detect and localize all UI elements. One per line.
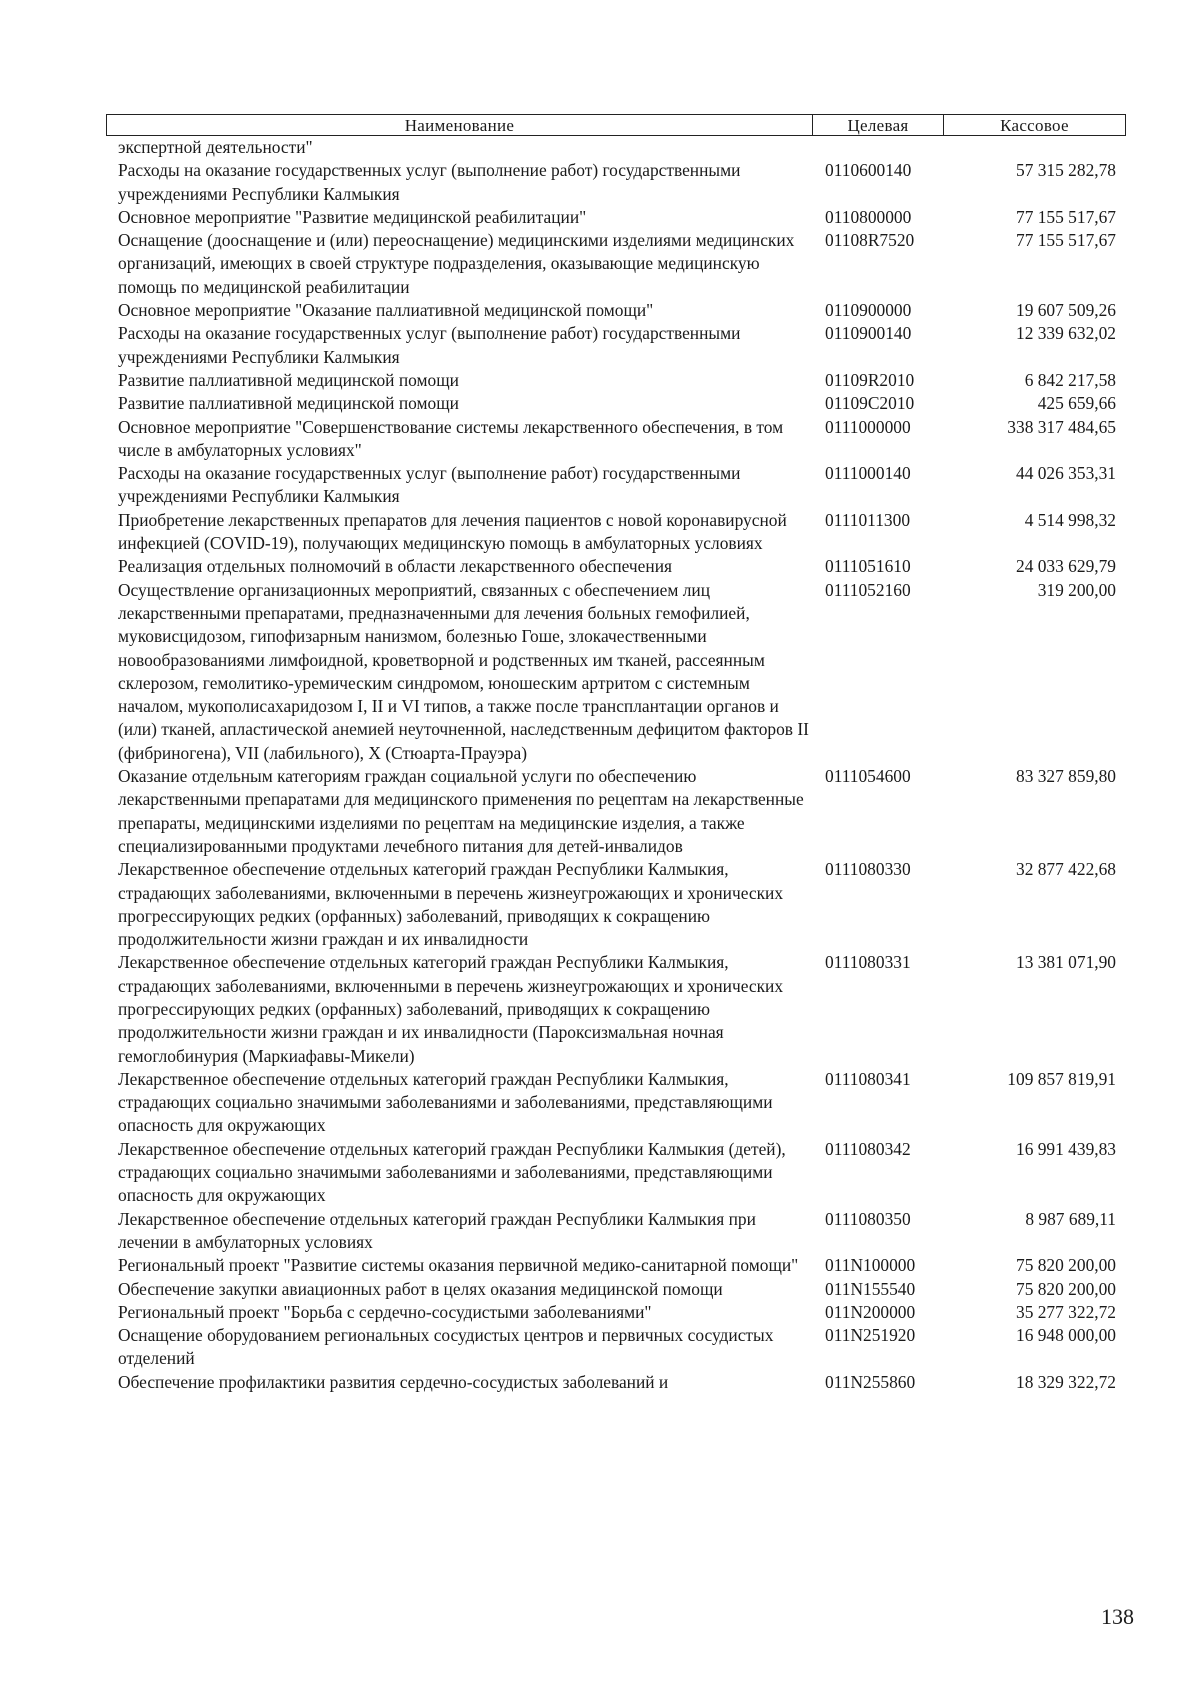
row-target-code: 011N200000 [825, 1301, 916, 1322]
table-row [118, 509, 1122, 556]
row-cash-amount: 19 607 509,26 [1016, 300, 1116, 321]
row-name: экспертной деятельности" [118, 137, 313, 157]
table-row [118, 159, 1122, 206]
header-name: Наименование [107, 115, 813, 135]
row-cash-amount: 12 339 632,02 [1016, 323, 1116, 344]
table-row [118, 1278, 1122, 1301]
row-cash-amount: 24 033 629,79 [1016, 556, 1116, 577]
row-cash-amount: 32 877 422,68 [1016, 859, 1116, 880]
row-target-code: 0110800000 [825, 206, 912, 227]
row-name: Оснащение (дооснащение и (или) переоснащение) медицинскими изделиями медицинских организаций, имеющих в своей структуре подразделения, оказывающие медицинскую помощь по медицинской реабилитации [118, 230, 795, 297]
row-cash-amount: 44 026 353,31 [1016, 463, 1116, 484]
row-name: Лекарственное обеспечение отдельных категорий граждан Республики Калмыкия, страдающих социально значимыми заболеваниями и заболеваниями, представляющими опасность для окружающих [118, 1068, 773, 1136]
row-name: Расходы на оказание государственных услуг (выполнение работ) государственными учреждениями Республики Калмыкия [118, 323, 741, 367]
row-name: Лекарственное обеспечение отдельных категорий граждан Республики Калмыкия (детей), страдающих социально значимыми заболеваниями и заболеваниями, представляющими опасность для окружающих [118, 1138, 786, 1206]
row-name: Приобретение лекарственных препаратов для лечения пациентов с новой коронавирусной инфекцией (COVID-19), получающих медицинскую помощь в амбулаторных условиях [118, 509, 787, 554]
row-cash-amount: 57 315 282,78 [1016, 160, 1116, 181]
row-target-code: 01109R2010 [825, 369, 915, 390]
table-row [118, 1301, 1122, 1324]
table-row [118, 1068, 1122, 1138]
row-target-code: 011N100000 [825, 1255, 916, 1276]
row-name: Оказание отдельным категориям граждан социальной услуги по обеспечению лекарственными препаратами для медицинского применения по рецептам на лекарственные препараты, медицинскими изделиями по рецептам на медицинские изделия, а также специализированными продуктами лечебного питания для детей-инвалидов [118, 766, 804, 856]
table-row [118, 416, 1122, 463]
row-cash-amount: 6 842 217,58 [1024, 369, 1116, 390]
table-row [118, 1138, 1122, 1208]
table-row [118, 1254, 1122, 1277]
table-row [118, 1324, 1122, 1371]
table-row [118, 1208, 1122, 1255]
row-cash-amount: 16 948 000,00 [1016, 1325, 1116, 1346]
row-target-code: 0110900140 [825, 323, 912, 344]
row-name: Основное мероприятие "Совершенствование системы лекарственного обеспечения, в том числе в амбулаторных условиях" [118, 416, 784, 460]
table-row [118, 369, 1122, 392]
row-target-code: 0111051610 [825, 556, 911, 577]
row-target-code: 01109С2010 [825, 393, 915, 414]
row-cash-amount: 77 155 517,67 [1016, 230, 1116, 251]
row-cash-amount: 13 381 071,90 [1016, 952, 1116, 973]
row-name: Лекарственное обеспечение отдельных категорий граждан Республики Калмыкия, страдающих заболеваниями, включенными в перечень жизнеугрожающих и хронических прогрессирующих редких (орфанных) заболеваний, приводящих к сокращению продолжительности жизни граждан и их инвалидности [118, 859, 784, 950]
table-row [118, 951, 1122, 1067]
table-row [118, 858, 1122, 951]
row-name: Региональный проект "Борьба с сердечно-сосудистыми заболеваниями" [118, 1301, 652, 1322]
table-row [118, 462, 1122, 509]
row-cash-amount: 4 514 998,32 [1024, 509, 1116, 530]
row-name: Развитие паллиативной медицинской помощи [118, 369, 459, 390]
row-target-code: 0111080330 [825, 859, 911, 880]
row-name: Оснащение оборудованием региональных сосудистых центров и первичных сосудистых отделений [118, 1325, 774, 1369]
row-name: Расходы на оказание государственных услуг (выполнение работ) государственными учреждениями Республики Калмыкия [118, 160, 741, 204]
row-name: Развитие паллиативной медицинской помощи [118, 393, 459, 414]
row-cash-amount: 75 820 200,00 [1016, 1278, 1116, 1299]
row-target-code: 011N255860 [825, 1371, 916, 1392]
row-target-code: 0111080341 [825, 1068, 911, 1089]
row-target-code: 0111052160 [825, 579, 911, 600]
row-cash-amount: 83 327 859,80 [1016, 766, 1116, 787]
row-target-code: 0111000000 [825, 416, 911, 437]
header-cash-amount: Кассовое [1000, 116, 1069, 135]
row-name: Лекарственное обеспечение отдельных категорий граждан Республики Калмыкия при лечении в амбулаторных условиях [118, 1208, 756, 1252]
table-row [118, 206, 1122, 229]
page-number: 138 [1101, 1604, 1134, 1629]
row-name: Основное мероприятие "Развитие медицинской реабилитации" [118, 206, 587, 227]
row-name: Обеспечение закупки авиационных работ в целях оказания медицинской помощи [118, 1278, 723, 1299]
table-row [118, 322, 1122, 369]
row-name: Основное мероприятие "Оказание паллиативной медицинской помощи" [118, 300, 654, 321]
row-target-code: 0111080331 [825, 952, 911, 973]
row-target-code: 011N251920 [825, 1325, 916, 1346]
row-cash-amount: 338 317 484,65 [1007, 416, 1116, 437]
row-target-code: 0111000140 [825, 463, 911, 484]
table-row [118, 392, 1122, 415]
table-row [118, 765, 1122, 858]
table-row [118, 229, 1122, 299]
table-row [118, 299, 1122, 322]
table-row [118, 1371, 1122, 1394]
row-name: Осуществление организационных мероприятий, связанных с обеспечением лиц лекарственными препаратами, предназначенными для лечения больных гемофилией, муковисцидозом, гипофизарным нанизмом, болезнью Гоше, злокачественными новообразованиями лимфоидной, кроветворной и родственных им тканей, рассеянным склерозом, гемолитико-уремическим синдромом, юношеским артритом с системным началом, мукополисахаридозом I, II и VI типов, а также после трансплантации органов и (или) тканей, апластической анемией неуточненной, наследственным дефицитом факторов II (фибриногена), VII (лабильного), X (Стюарта-Прауэра) [118, 579, 809, 763]
row-target-code: 011N155540 [825, 1278, 916, 1299]
row-target-code: 0110600140 [825, 160, 912, 181]
table-header [106, 114, 1126, 136]
row-target-code: 0111080342 [825, 1138, 911, 1159]
row-cash-amount [955, 136, 1122, 159]
row-target-code: 0111011300 [825, 509, 911, 530]
row-name: Реализация отдельных полномочий в области лекарственного обеспечения [118, 556, 672, 577]
table-row [118, 136, 1122, 159]
row-name: Расходы на оказание государственных услуг (выполнение работ) государственными учреждениями Республики Калмыкия [118, 463, 741, 507]
row-cash-amount: 77 155 517,67 [1016, 206, 1116, 227]
row-cash-amount: 16 991 439,83 [1016, 1138, 1116, 1159]
row-name: Региональный проект "Развитие системы оказания первичной медико-санитарной помощи" [118, 1255, 799, 1276]
row-cash-amount: 18 329 322,72 [1016, 1371, 1116, 1392]
row-cash-amount: 35 277 322,72 [1016, 1301, 1116, 1322]
row-target-code: 0111080350 [825, 1208, 911, 1229]
row-cash-amount: 8 987 689,11 [1025, 1208, 1116, 1229]
row-cash-amount: 75 820 200,00 [1016, 1255, 1116, 1276]
row-target-code: 0110900000 [825, 300, 912, 321]
row-cash-amount: 319 200,00 [1037, 579, 1116, 600]
row-name: Лекарственное обеспечение отдельных категорий граждан Республики Калмыкия, страдающих заболеваниями, включенными в перечень жизнеугрожающих и хронических прогрессирующих редких (орфанных) заболеваний, приводящих к сокращению продолжительности жизни граждан и их инвалидности (Пароксизмальная ночная гемоглобинурия (Маркиафавы-Микели) [118, 952, 784, 1066]
row-cash-amount: 425 659,66 [1037, 393, 1116, 414]
row-target-code: 0111054600 [825, 766, 911, 787]
table-row [118, 579, 1122, 765]
row-target-code [825, 136, 955, 159]
row-name: Обеспечение профилактики развития сердечно-сосудистых заболеваний и [118, 1371, 669, 1392]
table-body [118, 136, 1122, 1394]
header-target-code: Целевая [813, 115, 944, 135]
table-row [118, 555, 1122, 578]
row-target-code: 01108R7520 [825, 230, 915, 251]
row-cash-amount: 109 857 819,91 [1007, 1068, 1116, 1089]
